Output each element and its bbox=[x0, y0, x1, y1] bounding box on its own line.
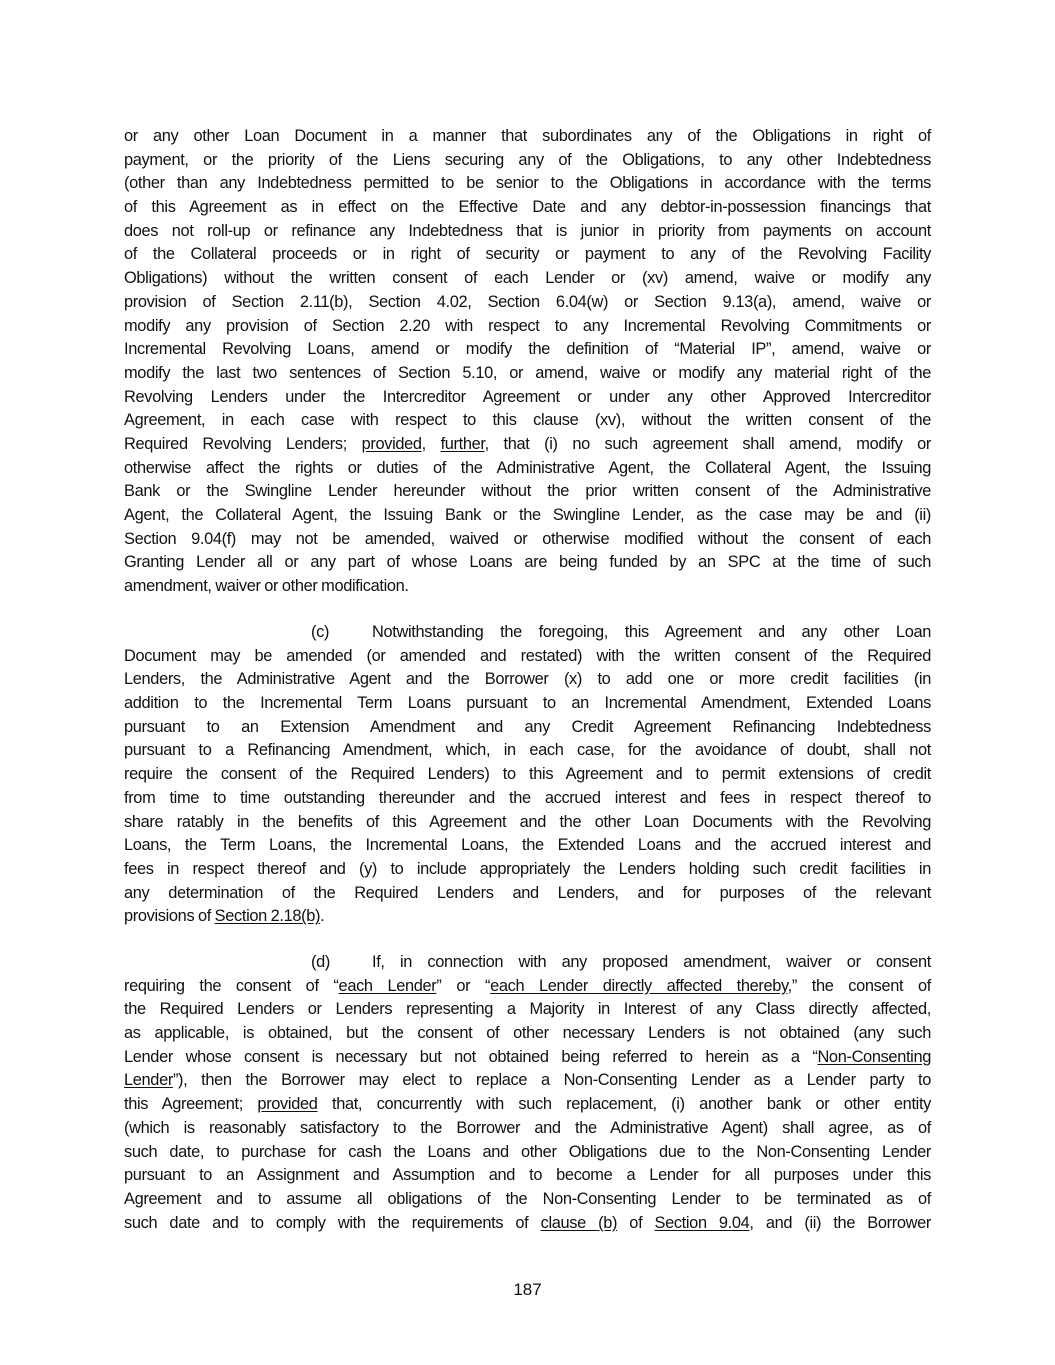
text-segment: Agent, the Collateral Agent, the Issuing Bank or the Swingline Lender, as the case may be and (ii) bbox=[124, 506, 931, 524]
text-line bbox=[124, 975, 931, 999]
section-label: (c) bbox=[311, 623, 330, 641]
text-segment: pursuant to an Assignment and Assumption and to become a Lender for all purposes under this bbox=[124, 1166, 931, 1185]
paragraph-c bbox=[124, 621, 931, 929]
text-line bbox=[124, 386, 931, 410]
text-segment: such date and to comply with the requirements of bbox=[124, 1213, 541, 1232]
text-segment: of the Collateral proceeds or in right of security or payment to any of the Revolving Facility bbox=[124, 245, 931, 264]
text-line bbox=[124, 409, 931, 433]
text-segment: (which is reasonably satisfactory to the Borrower and the Administrative Agent) shall agree, as of bbox=[124, 1118, 931, 1137]
text-line bbox=[124, 291, 931, 315]
text-line bbox=[124, 1188, 931, 1212]
text-line bbox=[124, 149, 931, 173]
text-line bbox=[124, 433, 931, 457]
text-line bbox=[124, 668, 931, 692]
text-segment: ”), then the Borrower may elect to replace a Non-Consenting Lender as a Lender party to bbox=[172, 1071, 931, 1090]
text-segment: otherwise affect the rights or duties of the Administrative Agent, the Collateral Agent, the Issuing bbox=[124, 458, 931, 477]
text-segment: Obligations) without the written consent of each Lender or (xv) amend, waive or modify any bbox=[124, 269, 931, 288]
text-line bbox=[124, 480, 931, 504]
text-line bbox=[124, 951, 931, 975]
text-line bbox=[124, 1141, 931, 1165]
text-segment: Loans, the Term Loans, the Incremental Loans, the Extended Loans and the accrued interest and bbox=[124, 836, 931, 855]
underlined-term: each Lender directly affected thereby bbox=[490, 976, 788, 995]
text-segment: from time to time outstanding thereunder and the accrued interest and fees in respect thereof to bbox=[124, 788, 931, 807]
text-segment: Incremental Revolving Loans, amend or modify the definition of “Material IP”, amend, waive or bbox=[124, 340, 931, 359]
text-segment: require the consent of the Required Lenders) to this Agreement and to permit extensions of credit bbox=[124, 765, 931, 784]
text-line bbox=[124, 716, 931, 740]
text-line bbox=[124, 1117, 931, 1141]
text-line bbox=[124, 882, 931, 906]
text-segment: Lenders, the Administrative Agent and the Borrower (x) to add one or more credit facilities (in bbox=[124, 670, 931, 689]
text-segment: pursuant to an Extension Amendment and any Credit Agreement Refinancing Indebtedness bbox=[124, 717, 931, 736]
text-segment: Required Revolving Lenders; bbox=[124, 434, 362, 453]
text-line bbox=[124, 315, 931, 339]
text-segment: requiring the consent of “ bbox=[124, 976, 339, 995]
paragraph-continued bbox=[124, 125, 931, 599]
text-line bbox=[124, 338, 931, 362]
underlined-term: each Lender bbox=[338, 976, 437, 995]
text-segment: of bbox=[617, 1213, 655, 1232]
text-line bbox=[124, 243, 931, 267]
text-segment: , bbox=[421, 434, 441, 453]
text-segment: such date, to purchase for cash the Loans and other Obligations due to the Non-Consenting Lender bbox=[124, 1142, 931, 1161]
text-segment: Section 9.04(f) may not be amended, waived or otherwise modified without the consent of each bbox=[124, 529, 931, 548]
text-segment: Document may be amended (or amended and restated) with the written consent of the Required bbox=[124, 646, 931, 665]
text-segment: ” or “ bbox=[436, 976, 491, 995]
text-segment: amendment, waiver or other modification. bbox=[124, 577, 409, 596]
text-segment: does not roll-up or refinance any Indebtedness that is junior in priority from payments on account bbox=[124, 221, 931, 240]
text-line bbox=[124, 575, 931, 599]
underlined-term: Section 9.04 bbox=[654, 1213, 750, 1232]
text-segment: Granting Lender all or any part of whose Loans are being funded by an SPC at the time of such bbox=[124, 553, 931, 572]
text-segment: Revolving Lenders under the Intercreditor Agreement or under any other Approved Intercreditor bbox=[124, 387, 931, 406]
text-segment: Lender whose consent is necessary but not obtained being referred to herein as a “ bbox=[124, 1047, 818, 1066]
text-line bbox=[124, 196, 931, 220]
text-line bbox=[124, 362, 931, 386]
text-segment: this Agreement; bbox=[124, 1095, 258, 1114]
underlined-term: clause (b) bbox=[540, 1213, 618, 1232]
underlined-term: Section 2.18(b) bbox=[214, 907, 321, 926]
text-line bbox=[124, 811, 931, 835]
text-segment: , and (ii) the Borrower bbox=[749, 1213, 931, 1232]
text-segment: or any other Loan Document in a manner that subordinates any of the Obligations in right of bbox=[124, 127, 931, 145]
text-segment: Bank or the Swingline Lender hereunder without the prior written consent of the Administrative bbox=[124, 482, 931, 501]
section-label: (d) bbox=[311, 953, 330, 971]
page-number: 187 bbox=[513, 1280, 542, 1299]
text-segment: provision of Section 2.11(b), Section 4.02, Section 6.04(w) or Section 9.13(a), amend, waive or bbox=[124, 292, 931, 311]
text-segment: any determination of the Required Lenders and Lenders, and for purposes of the relevant bbox=[124, 883, 931, 902]
text-line bbox=[124, 905, 931, 929]
text-line bbox=[124, 739, 931, 763]
underlined-term: Lender bbox=[124, 1071, 173, 1090]
underlined-term: provided bbox=[257, 1095, 318, 1114]
text-line bbox=[124, 125, 931, 149]
text-line bbox=[124, 267, 931, 291]
text-segment: fees in respect thereof and (y) to include appropriately the Lenders holding such credit facilities in bbox=[124, 859, 931, 878]
text-line bbox=[124, 1164, 931, 1188]
text-line bbox=[124, 858, 931, 882]
text-segment: (other than any Indebtedness permitted to be senior to the Obligations in accordance with the terms bbox=[124, 174, 931, 193]
text-line bbox=[124, 504, 931, 528]
text-segment: of this Agreement as in effect on the Effective Date and any debtor-in-possession financings that bbox=[124, 198, 931, 217]
paragraph-d bbox=[124, 951, 931, 1235]
text-segment: . bbox=[320, 907, 325, 926]
text-segment: ,” the consent of bbox=[787, 976, 932, 995]
text-line bbox=[124, 1212, 931, 1236]
text-line bbox=[124, 528, 931, 552]
text-line bbox=[124, 763, 931, 787]
text-line bbox=[124, 645, 931, 669]
underlined-term: provided bbox=[361, 434, 422, 453]
text-segment: Agreement and to assume all obligations of the Non-Consenting Lender to be terminated as of bbox=[124, 1189, 931, 1208]
text-segment: as applicable, is obtained, but the consent of other necessary Lenders is not obtained (any such bbox=[124, 1024, 931, 1043]
text-segment: Notwithstanding the foregoing, this Agreement and any other Loan bbox=[372, 623, 931, 641]
text-line bbox=[124, 834, 931, 858]
text-line bbox=[124, 220, 931, 244]
text-line bbox=[124, 1093, 931, 1117]
text-line bbox=[124, 1069, 931, 1093]
text-line bbox=[124, 457, 931, 481]
text-segment: modify the last two sentences of Section 5.10, or amend, waive or modify any material right of the bbox=[124, 363, 931, 382]
text-segment: the Required Lenders or Lenders representing a Majority in Interest of any Class directly affected, bbox=[124, 1000, 931, 1019]
text-line bbox=[124, 998, 931, 1022]
text-line bbox=[124, 1022, 931, 1046]
text-line bbox=[124, 172, 931, 196]
text-segment: pursuant to a Refinancing Amendment, which, in each case, for the avoidance of doubt, shall not bbox=[124, 741, 931, 760]
text-segment: that, concurrently with such replacement, (i) another bank or other entity bbox=[317, 1095, 931, 1114]
text-line bbox=[124, 787, 931, 811]
text-segment: If, in connection with any proposed amendment, waiver or consent bbox=[372, 953, 931, 971]
text-line bbox=[124, 621, 931, 645]
text-line bbox=[124, 551, 931, 575]
text-segment: modify any provision of Section 2.20 with respect to any Incremental Revolving Commitments or bbox=[124, 316, 931, 335]
text-segment: payment, or the priority of the Liens securing any of the Obligations, to any other Indebtedness bbox=[124, 150, 931, 169]
text-segment: Agreement, in each case with respect to this clause (xv), without the written consent of the bbox=[124, 411, 931, 430]
text-line bbox=[124, 692, 931, 716]
text-segment: , that (i) no such agreement shall amend, modify or bbox=[484, 434, 931, 453]
underlined-term: further bbox=[440, 434, 485, 453]
text-segment: addition to the Incremental Term Loans pursuant to an Incremental Amendment, Extended Loans bbox=[124, 694, 931, 713]
underlined-term: Non-Consenting bbox=[817, 1047, 931, 1066]
text-segment: provisions of bbox=[124, 907, 215, 926]
text-segment: share ratably in the benefits of this Agreement and the other Loan Documents with the Revolving bbox=[124, 812, 931, 831]
text-line bbox=[124, 1046, 931, 1070]
